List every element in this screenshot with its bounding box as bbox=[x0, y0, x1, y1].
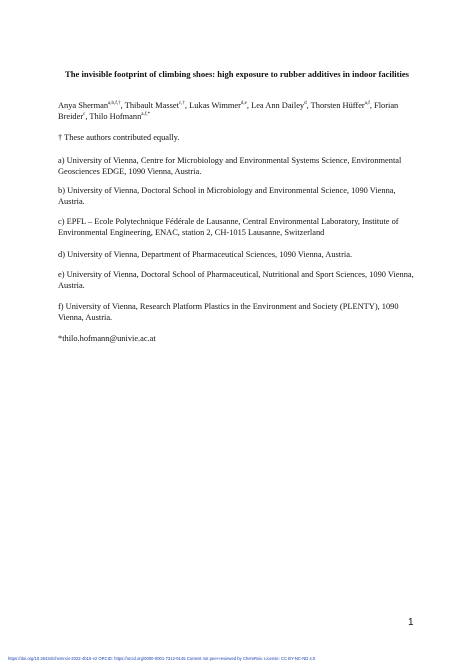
author-name: Lea Ann Dailey bbox=[251, 101, 305, 110]
affiliation-b: b) University of Vienna, Doctoral School in Microbiology and Environmental Science, 1090 Vienna, Austria. bbox=[58, 186, 396, 206]
author-separator: , bbox=[306, 101, 311, 110]
author-affiliation-marks: a,f,* bbox=[141, 112, 151, 118]
affiliation-e: e) University of Vienna, Doctoral School of Pharmaceutical, Nutritional and Sport Sciences, 1090 Vienna, Austria. bbox=[58, 270, 414, 290]
affiliation-a: a) University of Vienna, Centre for Microbiology and Environmental Systems Science, Environmental Geosciences EDGE, 1090 Vienna, Austria. bbox=[58, 156, 402, 176]
author-affiliation-marks: a,b,f,† bbox=[108, 101, 121, 107]
affiliation-f: f) University of Vienna, Research Platform Plastics in the Environment and Society (PLENTY), 1090 Vienna, Austria. bbox=[58, 302, 399, 322]
affiliation-c: c) EPFL – Ecole Polytechnique Fédérale de Lausanne, Central Environmental Laboratory, Institute of Environmental Engineering, ENAC, station 2, CH-1015 Lausanne, Switzerland bbox=[58, 217, 399, 237]
preprint-footer[interactable]: https://doi.org/10.26434/chemrxiv-2022-4b15-v2 ORCID: https://orcid.org/0000-0001-7312-9145 Content not peer-reviewed by ChemRxiv. License: CC BY-NC-ND 4.0 bbox=[8, 656, 316, 661]
page-number: 1 bbox=[408, 617, 414, 628]
author bbox=[58, 101, 125, 110]
author-list bbox=[58, 100, 426, 122]
author-name: Florian Breider bbox=[58, 101, 399, 121]
author-affiliation-marks: a,f bbox=[364, 101, 370, 107]
author-name: Lukas Wimmer bbox=[189, 101, 241, 110]
author-name: Thorsten Hüffer bbox=[310, 101, 365, 110]
affiliation-d: d) University of Vienna, Department of Pharmaceutical Sciences, 1090 Vienna, Austria. bbox=[58, 250, 353, 259]
author-separator: , bbox=[369, 101, 375, 110]
author-separator: , bbox=[85, 112, 90, 121]
paper-title: The invisible footprint of climbing shoes: high exposure to rubber additives in indoor facilities bbox=[64, 69, 410, 79]
author bbox=[189, 101, 251, 110]
author-name: Anya Sherman bbox=[58, 101, 109, 110]
corresponding-email: *thilo.hofmann@univie.ac.at bbox=[58, 334, 156, 343]
author bbox=[311, 101, 374, 110]
author-name: Thibault Masset bbox=[124, 101, 179, 110]
author-separator: , bbox=[120, 101, 125, 110]
author-separator: , bbox=[184, 101, 190, 110]
author-affiliation-marks: d bbox=[304, 101, 307, 107]
author-affiliation-marks: d,e bbox=[240, 101, 247, 107]
author-separator: , bbox=[246, 101, 252, 110]
author-name: Thilo Hofmann bbox=[89, 112, 142, 121]
author bbox=[251, 101, 311, 110]
author-affiliation-marks: c bbox=[83, 112, 86, 118]
author bbox=[89, 112, 150, 121]
author-affiliation-marks: c,† bbox=[178, 101, 185, 107]
author bbox=[125, 101, 189, 110]
equal-contribution-note: † These authors contributed equally. bbox=[58, 133, 180, 142]
